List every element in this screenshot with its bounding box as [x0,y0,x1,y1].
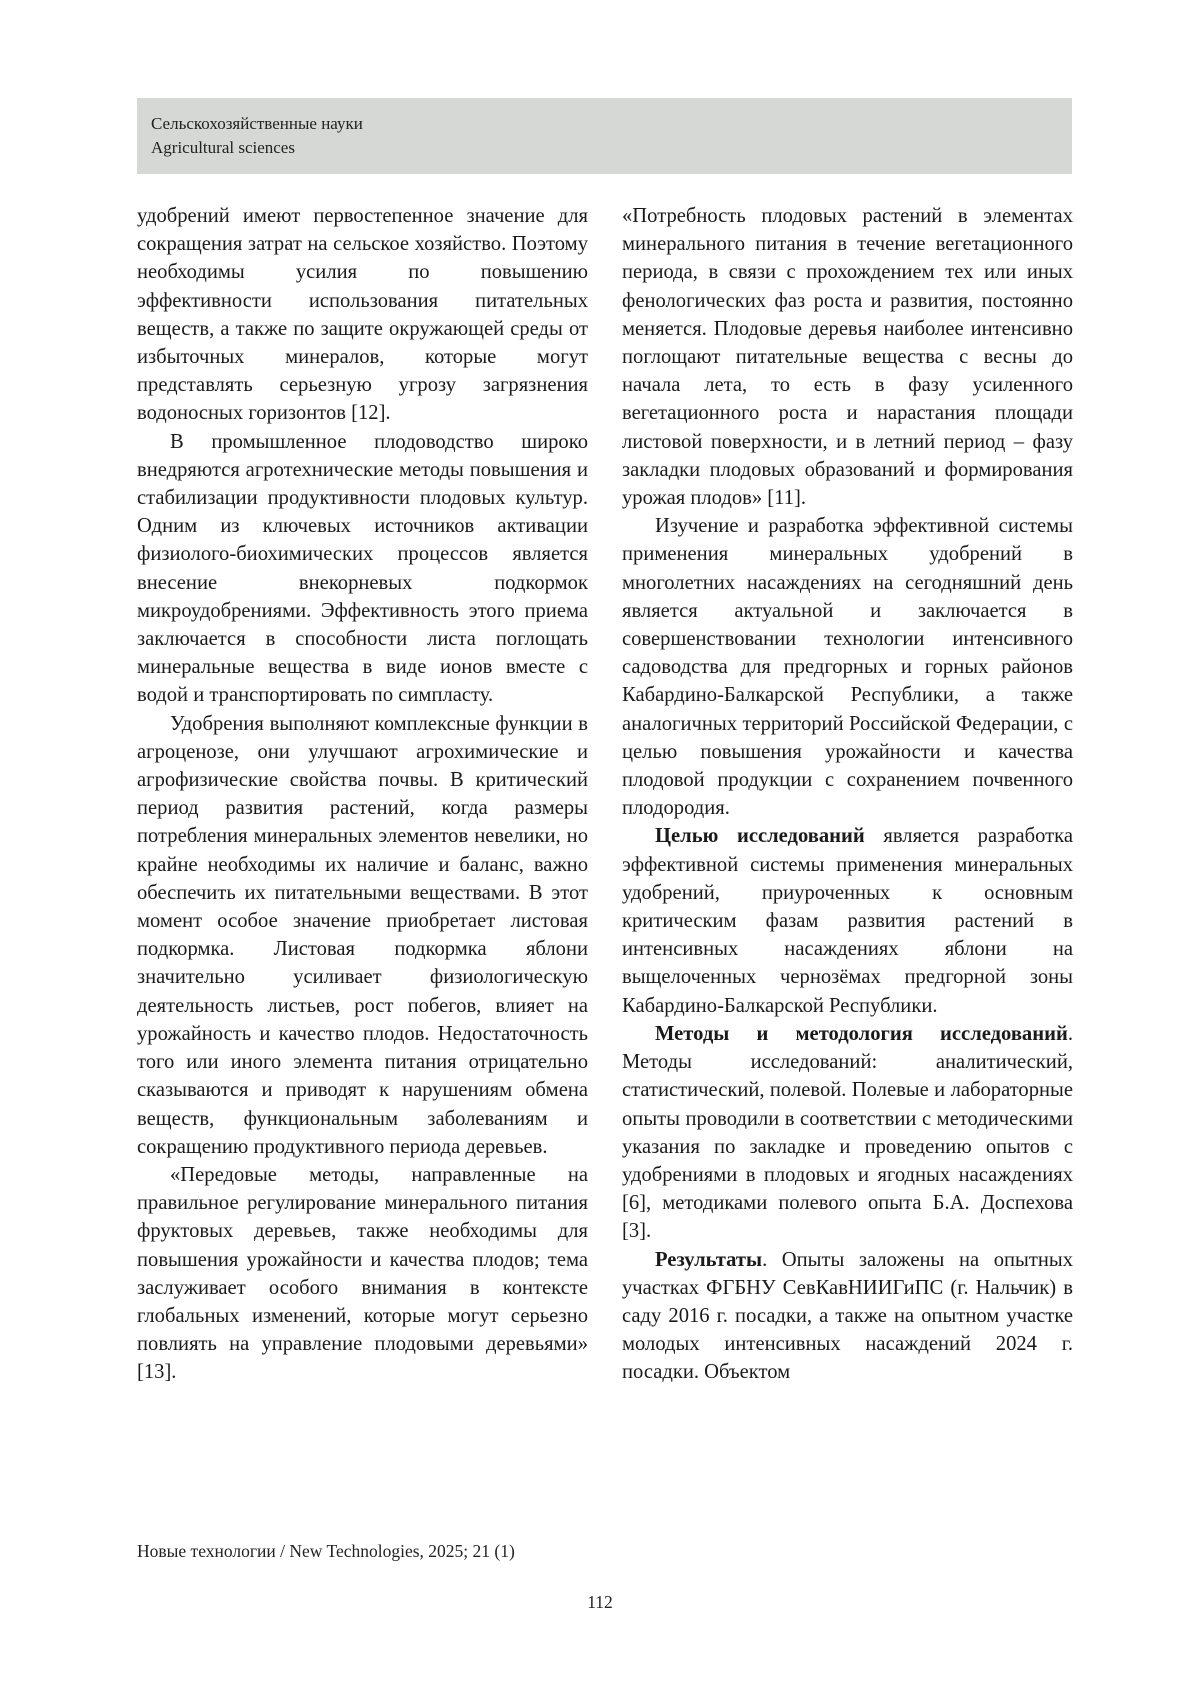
left-column [137,202,588,1502]
page-number: 112 [587,1592,613,1612]
running-header [137,98,1072,174]
paragraph-aim-text: является разработка эффективной системы применения минеральных удобрений, приуроченных к основным критическим фазам развития растений в интенсивных насаждениях яблони на выщелоченных чернозёмах предгорной зоны Кабардино-Балкарской Республики. [622,825,1073,1017]
paragraph-methods [622,1020,1073,1246]
heading-results: Результаты [655,1248,763,1271]
header-section-en: Agricultural sciences [151,138,295,157]
paragraph: «Передовые методы, направленные на правильное регулирование минерального питания фруктовых деревьев, также необходимы для повышения урожайности и качества плодов; тема заслуживает особого внимания в контексте глобальных изменений, которые могут серьезно повлиять на управление плодовыми деревьями» [13]. [137,1163,588,1384]
paragraph-methods-text: . Методы исследований: аналитический, статистический, полевой. Полевые и лабораторные опыты проводили в соответствии с методическими указания по закладке и проведению опытов с удобрениями в плодовых и ягодных насаждениях [6], методиками полевого опыта Б.А. Доспехова [3]. [622,1022,1073,1243]
paragraph: Удобрения выполняют комплексные функции в агроценозе, они улучшают агрохимические и агрофизические свойства почвы. В критический период развития растений, когда размеры потребления минеральных элементов невелики, но крайне необходимы их наличие и баланс, важно обеспечить их питательными веществами. В этот момент особое значение приобретает листовая подкормка. Листовая подкормка яблони значительно усиливает физиологическую деятельность листьев, рост побегов, влияет на урожайность и качество плодов. Недостаточность того или иного элемента питания отрицательно сказываются и приводят к нарушениям обмена веществ, функциональным заболеваниям и сокращению продуктивного периода деревьев. [137,712,588,1158]
heading-aim: Целью исследований [655,825,865,848]
right-column [622,202,1073,1502]
paragraph-aim [622,822,1073,1019]
heading-methods: Методы и методология исследований [655,1022,1068,1045]
header-section-ru: Сельскохозяйственные науки [151,114,363,133]
paragraph: удобрений имеют первостепенное значение для сокращения затрат на сельское хозяйство. Поэтому необходимы усилия по повышению эффективности использования питательных веществ, а также по защите окружающей среды от избыточных минералов, которые могут представлять серьезную угрозу загрязнения водоносных горизонтов [12]. [137,205,588,425]
paragraph: «Потребность плодовых растений в элементах минерального питания в течение вегетационного периода, в связи с прохождением тех или иных фенологических фаз роста и развития, постоянно меняется. Плодовые деревья наиболее интенсивно поглощают питательные вещества с весны до начала лета, то есть в фазу усиленного вегетационного роста и нарастания площади листовой поверхности, и в летний период – фазу закладки плодовых образований и формирования урожая плодов» [11]. [622,205,1073,510]
paragraph-results [622,1246,1073,1387]
journal-footer: Новые технологии / New Technologies, 2025; 21 (1) [137,1541,515,1561]
paragraph-results-text: . Опыты заложены на опытных участках ФГБНУ СевКавНИИГиПС (г. Нальчик) в саду 2016 г. посадки, а также на опытном участке молодых интенсивных насаждений 2024 г. посадки. Объектом [622,1248,1073,1384]
paragraph: В промышленное плодоводство широко внедряются агротехнические методы повышения и стабилизации продуктивности плодовых культур. Одним из ключевых источников активации физиолого-биохимических процессов является внесение внекорневых подкормок микроудобрениями. Эффективность этого приема заключается в способности листа поглощать минеральные вещества в виде ионов вместе с водой и транспортировать по симпласту. [137,430,588,707]
paragraph: Изучение и разработка эффективной системы применения минеральных удобрений в многолетних насаждениях на сегодняшний день является актуальной и заключается в совершенствовании технологии интенсивного садоводства для предгорных и горных районов Кабардино-Балкарской Республики, а также аналогичных территорий Российской Федерации, с целью повышения урожайности и качества плодовой продукции с сохранением почвенного плодородия. [622,515,1073,820]
